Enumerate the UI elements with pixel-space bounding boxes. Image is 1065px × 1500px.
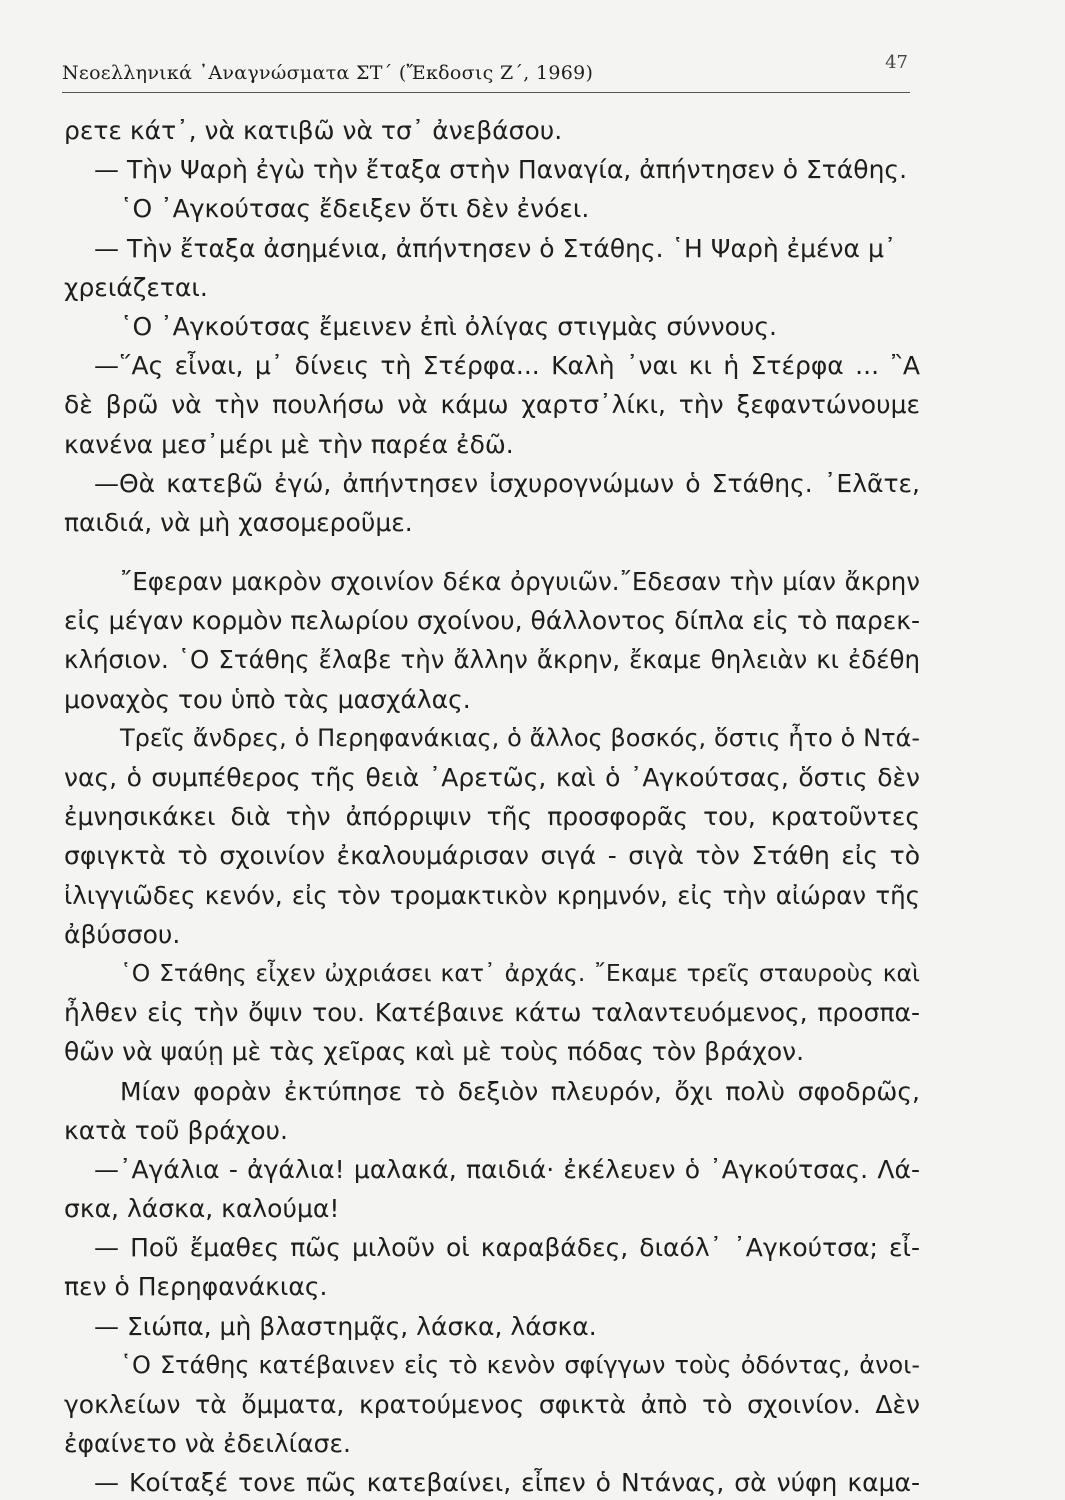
text-line: ἀβύσσου. <box>64 919 181 949</box>
paragraph <box>64 1346 920 1464</box>
text-line: ῎Εφεραν μακρὸν σχοινίον δέκα ὀργυιῶν.῎Εδεσαν τὴν μίαν ἄκρην <box>120 567 920 597</box>
text-line: κατὰ τοῦ βράχου. <box>64 1115 288 1145</box>
text-line: γοκλείων τὰ ὄμματα, κρατούμενος σφικτὰ ἀπὸ τὸ σχοινίον. Δὲν <box>64 1390 920 1419</box>
paragraph <box>64 954 920 1072</box>
text-line: κλήσιον. ῾Ο Στάθης ἔλαβε τὴν ἄλλην ἄκρην, ἔκαμε θηλειὰν κι ἐδέθη <box>64 645 920 675</box>
paragraph <box>64 229 920 307</box>
text-line: δὲ βρῶ νὰ τὴν πουλήσω νὰ κάμω χαρτσ᾿λίκι, τὴν ξεφαντώνουμε <box>64 390 920 420</box>
text-line: σκα, λάσκα, καλούμα! <box>64 1194 340 1224</box>
text-line: χρειάζεται. <box>64 272 208 302</box>
body-text <box>64 111 920 1500</box>
text-line: —᾿Αγάλια - ἀγάλια! μαλακά, παιδιά· ἐκέλευεν ὁ ᾿Αγκούτσας. Λά- <box>94 1154 920 1184</box>
text-line: ἐφαίνετο νὰ ἐδειλίασε. <box>64 1429 351 1459</box>
paragraph <box>64 1463 920 1500</box>
text-line: — Σιώπα, μὴ βλαστημᾷς, λάσκα, λάσκα. <box>94 1311 597 1341</box>
paragraph <box>64 189 920 228</box>
text-line: —῞Ας εἶναι, μ᾿ δίνεις τὴ Στέρφα... Καλὴ ᾿ναι κι ἡ Στέρφα ... ῍Α <box>94 351 920 381</box>
text-line: —Θὰ κατεβῶ ἐγώ, ἀπήντησεν ἰσχυρογνώμων ὁ Στάθης. ᾿Ελᾶτε, <box>94 468 920 498</box>
paragraph <box>64 1072 920 1150</box>
paragraph <box>64 346 920 464</box>
text-line: Μίαν φορὰν ἐκτύπησε τὸ δεξιὸν πλευρόν, ὄχι πολὺ σφοδρῶς, <box>120 1076 920 1106</box>
page-number: 47 <box>885 52 908 73</box>
text-line: μοναχὸς του ὑπὸ τὰς μασχάλας. <box>64 684 471 714</box>
paragraph <box>64 464 920 542</box>
text-line: ρετε κάτ᾿, νὰ κατιβῶ νὰ τσ᾿ ἀνεβάσου. <box>64 116 563 145</box>
running-head-title: Νεοελληνικά ᾿Αναγνώσματα ΣΤ΄ (Ἔκδοσις Ζ΄, 1969) <box>62 62 594 84</box>
text-line: κανένα μεσ᾿μέρι μὲ τὴν παρέα ἐδῶ. <box>64 429 514 459</box>
paragraph <box>64 1228 920 1306</box>
text-line: — Τὴν ἔταξα ἀσημένια, ἀπήντησεν ὁ Στάθης. ῾Η Ψαρὴ ἐμένα μ᾿ <box>94 233 897 263</box>
text-line: νας, ὁ συμπέθερος τῆς θειὰ ᾿Αρετῶς, καὶ ὁ ᾿Αγκούτσας, ὅστις δὲν <box>64 763 920 792</box>
paragraph <box>64 307 920 346</box>
text-line: ἐμνησικάκει διὰ τὴν ἀπόρριψιν τῆς προσφορᾶς του, κρατοῦντες <box>64 802 920 832</box>
text-line: σφιγκτὰ τὸ σχοινίον ἐκαλουμάρισαν σιγά - σιγὰ τὸν Στάθη εἰς τὸ <box>64 841 920 871</box>
text-line: ῾Ο Στάθης εἶχεν ὠχριάσει κατ᾿ ἀρχάς. ῎Εκαμε τρεῖς σταυροὺς καὶ <box>120 958 920 987</box>
text-line: Τρεῖς ἄνδρες, ὁ Περηφανάκιας, ὁ ἄλλος βοσκός, ὅστις ἦτο ὁ Ντά- <box>120 723 920 752</box>
text-line: πεν ὁ Περηφανάκιας. <box>64 1272 328 1302</box>
paragraph <box>64 111 920 150</box>
text-line: θῶν νὰ ψαύῃ μὲ τὰς χεῖρας καὶ μὲ τοὺς πόδας τὸν βράχον. <box>64 1037 805 1067</box>
paragraph <box>64 1150 920 1228</box>
running-head <box>62 52 910 93</box>
text-line: — Ποῦ ἔμαθες πῶς μιλοῦν οἱ καραβάδες, διαόλ᾿ ᾿Αγκούτσα; εἶ- <box>94 1233 920 1263</box>
text-line: — Κοίταξέ τονε πῶς κατεβαίνει, εἶπεν ὁ Ντάνας, σὰ νύφη καμα- <box>94 1468 920 1498</box>
text-line: εἰς μέγαν κορμὸν πελωρίου σχοίνου, θάλλοντος δίπλα εἰς τὸ παρεκ- <box>64 606 920 636</box>
paragraph <box>64 150 920 189</box>
text-line: ῾Ο ᾿Αγκούτσας ἔδειξεν ὅτι δὲν ἐνόει. <box>120 194 590 224</box>
text-line: — Τὴν Ψαρὴ ἐγὼ τὴν ἔταξα στὴν Παναγία, ἀπήντησεν ὁ Στάθης. <box>94 155 908 185</box>
text-line: παιδιά, νὰ μὴ χασομεροῦμε. <box>64 507 413 537</box>
text-line: ἦλθεν εἰς τὴν ὄψιν του. Κατέβαινε κάτω ταλαντευόμενος, προσπα- <box>64 998 920 1028</box>
text-line: ῾Ο ᾿Αγκούτσας ἔμεινεν ἐπὶ ὀλίγας στιγμὰς σύννους. <box>120 311 777 341</box>
paragraph-gap <box>64 542 920 562</box>
text-line: ῾Ο Στάθης κατέβαινεν εἰς τὸ κενὸν σφίγγων τοὺς ὀδόντας, ἀνοι- <box>120 1350 920 1379</box>
paragraph <box>64 562 920 719</box>
text-line: ἰλιγγιῶδες κενόν, εἰς τὸν τρομακτικὸν κρημνόν, εἰς τὴν αἰώραν τῆς <box>64 880 920 910</box>
paragraph <box>64 719 920 954</box>
paragraph <box>64 1307 920 1346</box>
